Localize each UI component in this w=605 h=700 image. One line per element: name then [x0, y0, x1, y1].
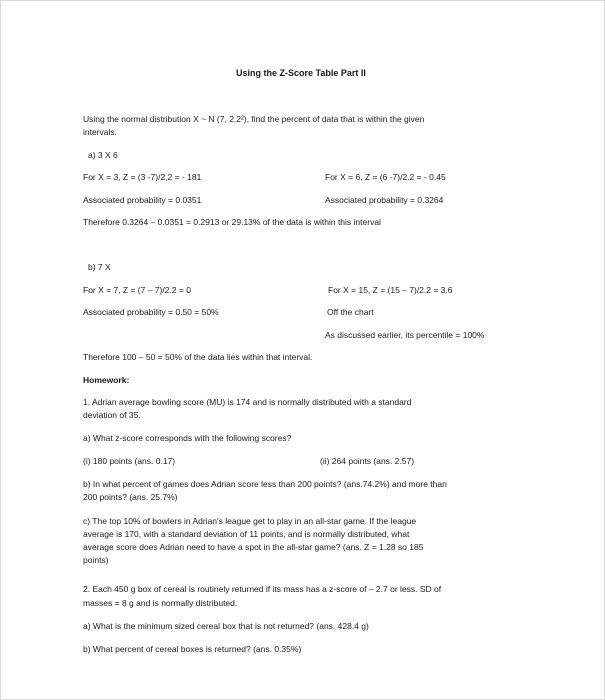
part-a-right-z: For X = 6, Z = (6 -7)/2.2 = - 0.45	[325, 172, 446, 182]
homework-heading: Homework:	[83, 375, 130, 385]
part-a-right-prob: Associated probability = 0.3264	[325, 195, 444, 205]
part-a-left-prob: Associated probability = 0.0351	[83, 195, 202, 205]
q1-line-2: deviation of 35.	[83, 410, 141, 420]
part-b-percentile-note: As discussed earlier, its percentile = 100%	[325, 330, 485, 340]
q1a-ii: (ii) 264 points (ans. 2.57)	[320, 456, 415, 466]
q1c-line-2: average is 170, with a standard deviation of 11 points, and is normally distributed, what	[83, 529, 410, 539]
q2-line-1: 2. Each 450 g box of cereal is routinely returned if its mass has a z-score of – 2.7 or less. SD of	[83, 584, 442, 594]
part-b-label: b) 7 X	[88, 262, 111, 272]
part-a-conclusion: Therefore 0.3264 – 0.0351 = 0.2913 or 29.13% of the data is within this interval	[83, 217, 381, 227]
intro-line-2: intervals.	[83, 127, 118, 137]
part-b-left-prob: Associated probability = 0.50 = 50%	[83, 307, 219, 317]
q1a-i: (i) 180 points (ans. 0.17)	[83, 456, 176, 466]
part-b-right-z: For X = 15, Z = (15 – 7)/2.2 = 3.6	[328, 285, 453, 295]
q1-line-1: 1. Adrian average bowling score (MU) is 174 and is normally distributed with a standard	[83, 397, 412, 407]
q1a: a) What z-score corresponds with the following scores?	[83, 433, 292, 443]
part-a-label: a) 3 X 6	[88, 150, 118, 160]
q1b-line-1: b) In what percent of games does Adrian score less than 200 points? (ans.74.2%) and more than	[83, 479, 447, 489]
part-a-left-z: For X = 3, Z = (3 -7)/2,2 = - 181	[83, 172, 202, 182]
q1c-line-3: average score does Adrian need to have a spot in the all-star game? (ans. Z = 1.28 so 185	[83, 542, 424, 552]
q2a: a) What is the minimum sized cereal box that is not returned? (ans. 428.4 g)	[83, 621, 369, 631]
q1b-line-2: 200 points? (ans. 25.7%)	[83, 492, 178, 502]
part-b-left-z: For X = 7, Z = (7 – 7)/2.2 = 0	[83, 285, 191, 295]
part-b-right-note: Off the chart	[327, 307, 374, 317]
q1c-line-1: c) The top 10% of bowlers in Adrian's league get to play in an all-star game. If the league	[83, 516, 417, 526]
part-b-conclusion: Therefore 100 – 50 = 50% of the data lies within that interval.	[83, 352, 313, 362]
page-title: Using the Z-Score Table Part II	[236, 68, 366, 78]
q1c-line-4: points)	[83, 555, 109, 565]
q2b: b) What percent of cereal boxes is returned? (ans. 0.35%)	[83, 644, 302, 654]
q2-line-2: masses = 8 g and is normally distributed.	[83, 598, 238, 608]
intro-line-1: Using the normal distribution X ~ N (7, 2.2²), find the percent of data that is within the given	[83, 114, 425, 124]
